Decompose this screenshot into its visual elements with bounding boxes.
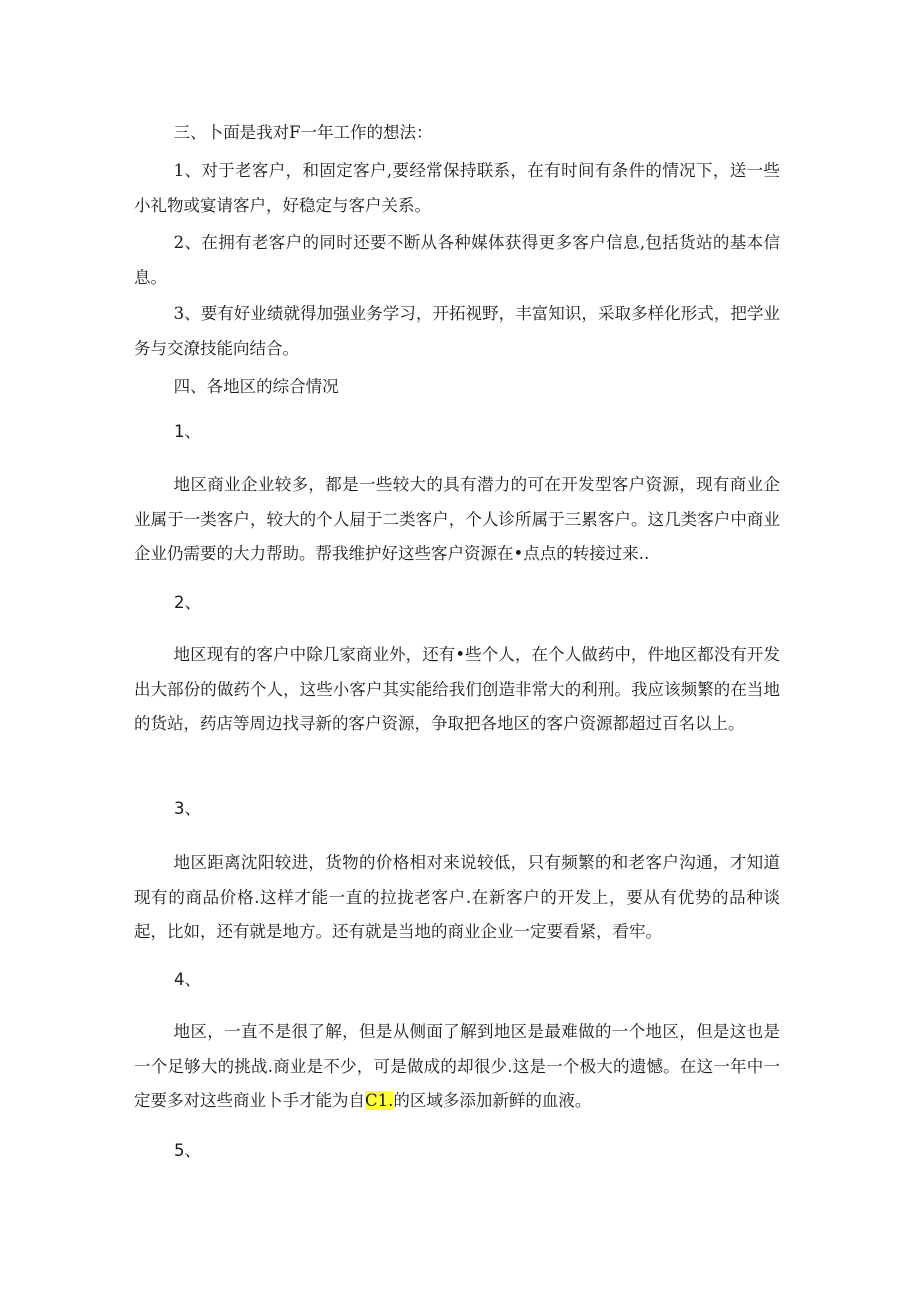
region-3-number: 3、	[174, 799, 201, 818]
region-1-paragraph	[134, 468, 780, 572]
section3-heading	[134, 116, 780, 151]
highlighted-text: C1.	[365, 1091, 394, 1110]
section3-item-3	[134, 297, 780, 366]
region-4-number: 4、	[174, 970, 201, 989]
section4-heading	[134, 370, 780, 405]
section3-item-text: 3、要有好业绩就得加强业务学习，开拓视野，丰富知识，采取多样化形式，把学业务与交潦技能向结合。	[134, 304, 780, 358]
region-2-paragraph	[134, 638, 780, 742]
region-4-text-before: 地区，一直不是很了解，但是从侧面了解到地区是最难做的一个地区，但是这也是一个足够大的挑战.商业是不少，可是做成的却很少.这是一个极大的遗憾。在这一年中一定要多对这些商业卜手才能为自	[134, 1022, 780, 1110]
section3-item-text: 2、在拥有老客户的同时还要不断从各种媒体获得更多客户信息,包括货站的基本信息。	[134, 233, 780, 287]
section3-item-text: 1、对于老客户，和固定客户,要经常保持联系，在有时间有条件的情况下，送一些小礼物或宴请客户，好稳定与客户关系。	[134, 161, 780, 215]
region-1-number: 1、	[174, 422, 201, 441]
region-4-paragraph	[134, 1015, 780, 1119]
region-3-paragraph	[134, 846, 780, 950]
region-4-text-after: 的区域多添加新鲜的血液。	[393, 1091, 592, 1110]
section4-heading-text: 四、各地区的综合情况	[173, 377, 339, 396]
section3-heading-text: 三、卜面是我对F一年工作的想法：	[173, 123, 433, 142]
section3-item-2	[134, 226, 780, 295]
region-2-number: 2、	[174, 593, 201, 612]
region-4-text	[134, 1015, 780, 1119]
region-3-text: 地区距离沈阳较进，货物的价格相对来说较低，只有频繁的和老客户沟通，才知道现有的商品价格.这样才能一直的拉拢老客户.在新客户的开发上，要从有优势的品种谈起，比如，还有就是地方。还有就是当地的商业企业一定要看紧，看牢。	[134, 853, 780, 941]
region-5-number: 5、	[174, 1141, 201, 1160]
region-2-text: 地区现有的客户中除几家商业外，还有•些个人，在个人做药中，件地区都没有开发出大部份的做药个人，这些小客户其实能给我们创造非常大的利刑。我应该频繁的在当地的货站，药店等周边找寻新的客户资源，争取把各地区的客户资源都超过百名以上。	[134, 645, 780, 733]
region-1-text: 地区商业企业较多，都是一些较大的具有潜力的可在开发型客户资源，现有商业企业属于一类客户，较大的个人屇于二类客户，个人诊所属于三累客户。这几类客户中商业企业仍需要的大力帮助。帮我维护好这些客户资源在•点点的转接过来..	[134, 475, 780, 563]
section3-item-1	[134, 154, 780, 223]
